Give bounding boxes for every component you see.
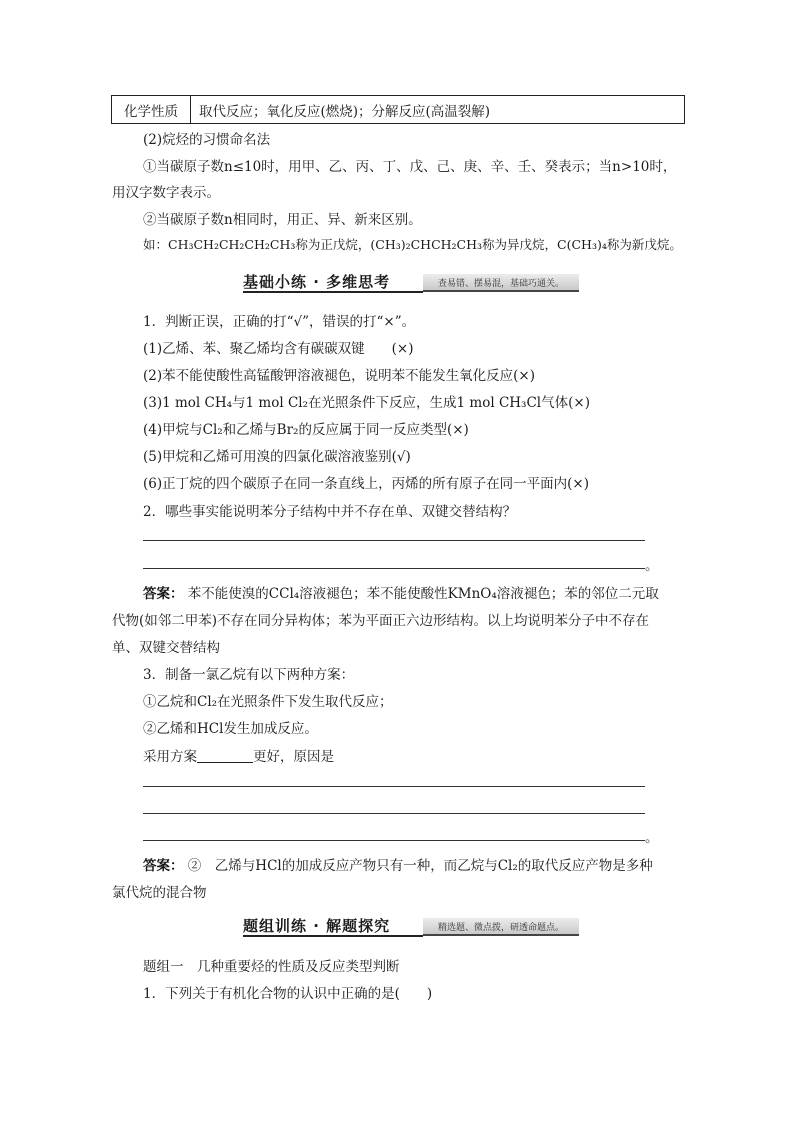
naming-rule1-line1: ①当碳原子数n≤10时，用甲、乙、丙、丁、戊、己、庚、辛、壬、癸表示；当n>10时， — [143, 159, 677, 175]
table-label-cell: 化学性质 — [112, 96, 191, 123]
answer-line — [143, 568, 645, 569]
q1-stem: 1．判断正误，正确的打“√”，错误的打“×”。 — [143, 314, 416, 330]
q3-period: 。 — [645, 830, 659, 846]
group1-question1: 1．下列关于有机化合物的认识中正确的是( ) — [143, 986, 433, 1002]
q1-item: (5)甲烷和乙烯可用溴的四氯化碳溶液鉴别(√) — [143, 449, 411, 465]
table-content-cell: 取代反应；氧化反应(燃烧)；分解反应(高温裂解) — [199, 103, 491, 120]
naming-heading: (2)烷烃的习惯命名法 — [143, 132, 271, 148]
q1-item: (4)甲烷与Cl₂和乙烯与Br₂的反应属于同一反应类型(×) — [143, 422, 469, 438]
q3-option1: ①乙烷和Cl₂在光照条件下发生取代反应； — [143, 694, 393, 710]
q3-ask — [143, 745, 334, 765]
q3-answer-line1 — [143, 854, 653, 874]
q3-ask-prefix: 采用方案 — [143, 749, 197, 765]
answer-line — [143, 840, 645, 841]
q3-option2: ②乙烯和HCl发生加成反应。 — [143, 721, 318, 737]
q1-item: (2)苯不能使酸性高锰酸钾溶液褪色，说明苯不能发生氧化反应(×) — [143, 368, 535, 384]
answer-label: 答案： — [143, 858, 184, 874]
naming-example: 如：CH₃CH₂CH₂CH₂CH₃称为正戊烷，(CH₃)₂CHCH₂CH₃称为异戊烷，C(CH₃)₄称为新戊烷。 — [143, 237, 682, 252]
q3-ask-suffix: 更好，原因是 — [253, 749, 334, 765]
section-underline — [243, 291, 423, 293]
q3-stem: 3．制备一氯乙烷有以下两种方案： — [143, 667, 355, 683]
answer-line — [143, 786, 645, 787]
section-title: 基础小练 · 多维思考 — [243, 273, 391, 291]
q2-answer-line3: 单、双键交替结构 — [112, 640, 220, 656]
answer-line — [143, 813, 645, 814]
answer-text: ② 乙烯与HCl的加成反应产物只有一种，而乙烷与Cl₂的取代反应产物是多种 — [187, 858, 653, 874]
naming-rule1-line2: 用汉字数字表示。 — [112, 185, 220, 201]
section-underline — [243, 935, 423, 937]
section-header-practice — [243, 915, 579, 939]
section-tagline: 精选题、微点拨，研透命题点。 — [423, 918, 579, 936]
section-header-basic — [243, 271, 579, 295]
naming-rule2: ②当碳原子数n相同时，用正、异、新来区别。 — [143, 212, 422, 228]
answer-line — [143, 540, 645, 541]
answer-text: 苯不能使溴的CCl₄溶液褪色；苯不能使酸性KMnO₄溶液褪色；苯的邻位二元取 — [187, 586, 659, 602]
section-tagline: 查易错、摆易混，基础巧通关。 — [423, 274, 579, 292]
q1-item: (1)乙烯、苯、聚乙烯均含有碳碳双键 (×) — [143, 341, 414, 357]
q1-item: (3)1 mol CH₄与1 mol Cl₂在光照条件下反应，生成1 mol CH₃Cl气体(×) — [143, 395, 590, 411]
property-table — [111, 95, 685, 124]
q2-period: 。 — [645, 558, 659, 574]
q2-answer-line1 — [143, 582, 659, 602]
q3-answer-line2: 氯代烷的混合物 — [112, 885, 207, 901]
fill-blank[interactable] — [197, 748, 253, 763]
q2-answer-line2: 代物(如邻二甲苯)不存在同分异构体；苯为平面正六边形结构。以上均说明苯分子中不存在 — [112, 613, 650, 629]
answer-label: 答案： — [143, 586, 184, 602]
q1-item: (6)正丁烷的四个碳原子在同一条直线上，丙烯的所有原子在同一平面内(×) — [143, 476, 589, 492]
q2-stem: 2．哪些事实能说明苯分子结构中并不存在单、双键交替结构？ — [143, 504, 517, 520]
section-title: 题组训练 · 解题探究 — [243, 917, 391, 935]
group1-title: 题组一 几种重要烃的性质及反应类型判断 — [143, 959, 400, 975]
